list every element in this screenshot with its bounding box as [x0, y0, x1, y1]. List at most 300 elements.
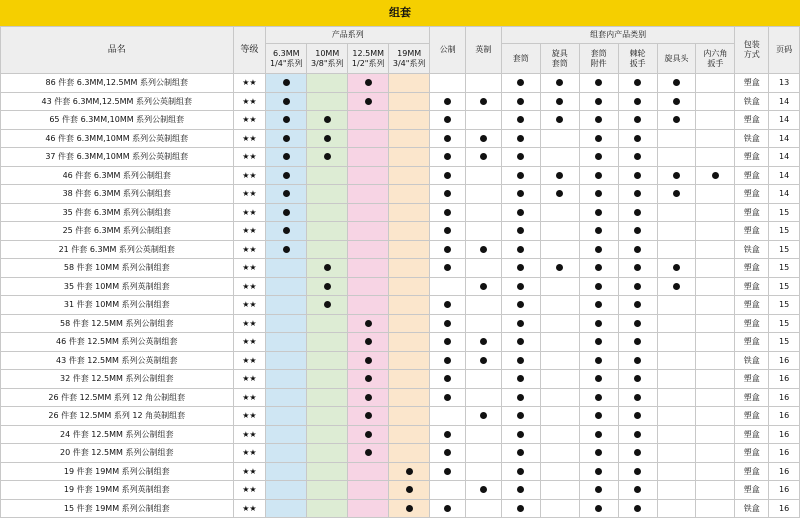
grade-stars: ★★ [233, 111, 266, 130]
category-dot [673, 98, 680, 105]
col-category-5-line2: 扳手 [707, 58, 724, 68]
grade-stars: ★★ [233, 277, 266, 296]
category-cell [501, 74, 540, 93]
category-cell [657, 240, 696, 259]
series-cell [348, 444, 389, 463]
category-dot [673, 172, 680, 179]
category-dot [517, 209, 524, 216]
category-cell [696, 333, 735, 352]
series-cell [307, 499, 348, 518]
category-dot [517, 338, 524, 345]
grade-stars: ★★ [233, 259, 266, 278]
category-cell [501, 333, 540, 352]
packaging-cell: 铁盒 [735, 499, 769, 518]
metric-cell [430, 240, 466, 259]
series-cell [307, 351, 348, 370]
series-cell [389, 74, 430, 93]
series-dot [365, 394, 372, 401]
category-cell [540, 92, 579, 111]
category-cell [618, 166, 657, 185]
category-cell [501, 92, 540, 111]
series-cell [307, 481, 348, 500]
series-cell [266, 203, 307, 222]
metric-dot [444, 98, 451, 105]
table-row [1, 240, 800, 259]
imperial-cell [466, 277, 502, 296]
col-category-3-line1: 棘轮 [629, 48, 646, 58]
product-name: 35 件套 6.3MM 系列公制组套 [1, 203, 234, 222]
series-cell [348, 277, 389, 296]
category-cell [579, 259, 618, 278]
table-row [1, 388, 800, 407]
category-cell [657, 388, 696, 407]
page-number: 16 [769, 444, 800, 463]
grade-stars: ★★ [233, 499, 266, 518]
table-row [1, 425, 800, 444]
category-dot [517, 431, 524, 438]
category-dot [595, 135, 602, 142]
series-cell [307, 74, 348, 93]
category-cell [618, 296, 657, 315]
metric-dot [444, 153, 451, 160]
page-number: 14 [769, 92, 800, 111]
col-metric: 公制 [430, 27, 466, 74]
page-number: 16 [769, 425, 800, 444]
category-dot [634, 301, 641, 308]
category-cell [540, 203, 579, 222]
col-series-3-line2: 3/4"系列 [392, 58, 426, 68]
category-dot [595, 375, 602, 382]
category-dot [634, 375, 641, 382]
category-dot [634, 320, 641, 327]
category-cell [540, 388, 579, 407]
grade-stars: ★★ [233, 481, 266, 500]
category-cell [501, 296, 540, 315]
imperial-cell [466, 296, 502, 315]
imperial-cell [466, 222, 502, 241]
category-cell [618, 111, 657, 130]
category-dot [595, 264, 602, 271]
category-dot [556, 172, 563, 179]
category-cell [657, 185, 696, 204]
table-body [1, 74, 800, 518]
category-dot [634, 227, 641, 234]
product-name: 58 件套 10MM 系列公制组套 [1, 259, 234, 278]
page-number: 15 [769, 240, 800, 259]
category-cell [501, 111, 540, 130]
grade-stars: ★★ [233, 314, 266, 333]
series-cell [389, 277, 430, 296]
metric-dot [444, 394, 451, 401]
category-cell [657, 277, 696, 296]
category-cell [657, 314, 696, 333]
table-row [1, 444, 800, 463]
category-cell [540, 222, 579, 241]
imperial-cell [466, 425, 502, 444]
packaging-cell: 塑盒 [735, 148, 769, 167]
series-cell [307, 370, 348, 389]
packaging-cell: 塑盒 [735, 296, 769, 315]
category-dot [673, 264, 680, 271]
col-category-2-line2: 附件 [590, 58, 607, 68]
series-cell [389, 259, 430, 278]
category-cell [579, 203, 618, 222]
col-series-3 [389, 44, 430, 74]
category-dot [517, 375, 524, 382]
series-cell [348, 388, 389, 407]
category-cell [501, 240, 540, 259]
series-dot [324, 301, 331, 308]
series-cell [307, 203, 348, 222]
category-cell [540, 462, 579, 481]
imperial-cell [466, 203, 502, 222]
series-cell [348, 462, 389, 481]
imperial-dot [480, 246, 487, 253]
imperial-cell [466, 148, 502, 167]
table-row [1, 296, 800, 315]
series-cell [307, 166, 348, 185]
col-category-3 [618, 44, 657, 74]
metric-dot [444, 264, 451, 271]
category-cell [501, 314, 540, 333]
series-cell [348, 351, 389, 370]
series-dot [365, 449, 372, 456]
series-cell [266, 333, 307, 352]
product-table [0, 26, 800, 518]
metric-cell [430, 277, 466, 296]
page-number: 15 [769, 277, 800, 296]
series-dot [365, 412, 372, 419]
packaging-cell: 塑盒 [735, 388, 769, 407]
series-cell [389, 111, 430, 130]
category-dot [517, 98, 524, 105]
page-number: 15 [769, 314, 800, 333]
series-cell [307, 407, 348, 426]
series-cell [348, 481, 389, 500]
col-series-2 [348, 44, 389, 74]
series-cell [266, 351, 307, 370]
category-dot [595, 190, 602, 197]
category-cell [540, 333, 579, 352]
category-cell [657, 333, 696, 352]
grade-stars: ★★ [233, 333, 266, 352]
category-cell [579, 351, 618, 370]
series-dot [365, 320, 372, 327]
series-cell [307, 333, 348, 352]
category-cell [696, 92, 735, 111]
series-dot [406, 468, 413, 475]
category-cell [579, 92, 618, 111]
category-cell [696, 203, 735, 222]
category-dot [595, 209, 602, 216]
product-name: 26 件套 12.5MM 系列 12 角公制组套 [1, 388, 234, 407]
metric-dot [444, 246, 451, 253]
grade-stars: ★★ [233, 240, 266, 259]
category-cell [657, 222, 696, 241]
series-cell [307, 185, 348, 204]
series-cell [266, 74, 307, 93]
series-cell [348, 148, 389, 167]
category-cell [618, 203, 657, 222]
category-dot [634, 431, 641, 438]
series-cell [389, 462, 430, 481]
category-cell [579, 499, 618, 518]
page-number: 16 [769, 351, 800, 370]
category-dot [595, 338, 602, 345]
imperial-cell [466, 240, 502, 259]
category-dot [517, 320, 524, 327]
imperial-cell [466, 481, 502, 500]
metric-dot [444, 135, 451, 142]
category-dot [634, 79, 641, 86]
category-cell [618, 148, 657, 167]
category-cell [618, 388, 657, 407]
col-category-0 [501, 44, 540, 74]
category-dot [634, 116, 641, 123]
category-cell [540, 277, 579, 296]
series-cell [389, 351, 430, 370]
metric-cell [430, 259, 466, 278]
table-row [1, 166, 800, 185]
series-dot [365, 375, 372, 382]
table-row [1, 351, 800, 370]
product-name: 20 件套 12.5MM 系列公制组套 [1, 444, 234, 463]
series-dot [324, 153, 331, 160]
imperial-cell [466, 314, 502, 333]
imperial-cell [466, 111, 502, 130]
category-dot [634, 412, 641, 419]
category-dot [595, 172, 602, 179]
imperial-cell [466, 499, 502, 518]
product-name: 15 件套 19MM 系列公制组套 [1, 499, 234, 518]
metric-dot [444, 301, 451, 308]
series-dot [283, 98, 290, 105]
category-cell [696, 407, 735, 426]
category-dot [595, 79, 602, 86]
col-series-0-line1: 6.3MM [273, 48, 300, 58]
table-row [1, 499, 800, 518]
category-dot [517, 264, 524, 271]
category-dot [634, 98, 641, 105]
grade-stars: ★★ [233, 370, 266, 389]
product-name: 65 件套 6.3MM,10MM 系列公制组套 [1, 111, 234, 130]
category-cell [696, 481, 735, 500]
category-cell [696, 444, 735, 463]
packaging-cell: 铁盒 [735, 351, 769, 370]
category-cell [618, 351, 657, 370]
category-dot [517, 135, 524, 142]
series-cell [348, 370, 389, 389]
category-cell [579, 370, 618, 389]
category-cell [540, 481, 579, 500]
table-row [1, 314, 800, 333]
category-cell [501, 444, 540, 463]
page-number: 15 [769, 203, 800, 222]
category-dot [595, 412, 602, 419]
col-page: 页码 [769, 27, 800, 74]
product-name: 19 件套 19MM 系列公制组套 [1, 462, 234, 481]
category-cell [579, 314, 618, 333]
imperial-cell [466, 259, 502, 278]
series-cell [389, 314, 430, 333]
table-row [1, 407, 800, 426]
category-cell [579, 444, 618, 463]
category-dot [556, 116, 563, 123]
category-cell [657, 111, 696, 130]
category-dot [673, 116, 680, 123]
category-dot [595, 283, 602, 290]
category-dot [634, 264, 641, 271]
series-cell [389, 425, 430, 444]
category-dot [517, 394, 524, 401]
category-dot [634, 338, 641, 345]
category-cell [618, 74, 657, 93]
category-cell [696, 296, 735, 315]
table-row [1, 370, 800, 389]
category-dot [634, 135, 641, 142]
metric-dot [444, 468, 451, 475]
metric-cell [430, 203, 466, 222]
col-category-1-line1: 旋具 [551, 48, 568, 58]
category-dot [634, 190, 641, 197]
category-cell [696, 499, 735, 518]
category-cell [618, 499, 657, 518]
metric-dot [444, 320, 451, 327]
category-cell [579, 407, 618, 426]
category-cell [540, 129, 579, 148]
category-dot [595, 153, 602, 160]
category-dot [673, 79, 680, 86]
category-dot [517, 79, 524, 86]
category-cell [540, 370, 579, 389]
series-cell [266, 92, 307, 111]
grade-stars: ★★ [233, 296, 266, 315]
series-cell [307, 259, 348, 278]
series-cell [348, 166, 389, 185]
page-number: 15 [769, 333, 800, 352]
category-cell [579, 333, 618, 352]
category-cell [618, 129, 657, 148]
category-dot [634, 246, 641, 253]
series-cell [266, 111, 307, 130]
metric-cell [430, 388, 466, 407]
metric-cell [430, 333, 466, 352]
series-dot [365, 338, 372, 345]
category-cell [657, 481, 696, 500]
series-cell [266, 425, 307, 444]
series-cell [266, 166, 307, 185]
page-number: 15 [769, 222, 800, 241]
series-dot [406, 505, 413, 512]
series-cell [389, 148, 430, 167]
category-dot [595, 246, 602, 253]
series-cell [307, 296, 348, 315]
series-cell [348, 222, 389, 241]
packaging-cell: 塑盒 [735, 185, 769, 204]
product-name: 26 件套 12.5MM 系列 12 角英制组套 [1, 407, 234, 426]
metric-cell [430, 314, 466, 333]
series-cell [389, 333, 430, 352]
category-cell [579, 185, 618, 204]
category-cell [501, 425, 540, 444]
category-dot [634, 449, 641, 456]
series-cell [389, 407, 430, 426]
category-cell [618, 240, 657, 259]
col-series-1-line2: 3/8"系列 [310, 58, 344, 68]
packaging-cell: 塑盒 [735, 462, 769, 481]
col-category-4 [657, 44, 696, 74]
category-cell [696, 185, 735, 204]
col-category-4-line1: 旋具头 [664, 53, 689, 63]
category-cell [540, 148, 579, 167]
series-cell [266, 222, 307, 241]
metric-cell [430, 92, 466, 111]
series-cell [266, 148, 307, 167]
page-number: 14 [769, 166, 800, 185]
product-name: 46 件套 12.5MM 系列公英制组套 [1, 333, 234, 352]
table-header [1, 27, 800, 74]
packaging-cell: 塑盒 [735, 166, 769, 185]
col-series-2-line2: 1/2"系列 [351, 58, 385, 68]
imperial-cell [466, 166, 502, 185]
page-number: 14 [769, 129, 800, 148]
grade-stars: ★★ [233, 222, 266, 241]
category-dot [595, 449, 602, 456]
grade-stars: ★★ [233, 388, 266, 407]
imperial-dot [480, 98, 487, 105]
category-cell [540, 425, 579, 444]
category-cell [657, 74, 696, 93]
category-cell [696, 277, 735, 296]
table-row [1, 185, 800, 204]
page-number: 15 [769, 296, 800, 315]
col-series-0-line2: 1/4"系列 [269, 58, 303, 68]
imperial-cell [466, 462, 502, 481]
metric-cell [430, 370, 466, 389]
metric-dot [444, 227, 451, 234]
series-cell [266, 444, 307, 463]
series-cell [307, 462, 348, 481]
category-dot [517, 153, 524, 160]
series-cell [348, 314, 389, 333]
series-cell [348, 296, 389, 315]
series-cell [307, 277, 348, 296]
category-dot [517, 412, 524, 419]
series-cell [266, 407, 307, 426]
packaging-cell: 塑盒 [735, 277, 769, 296]
col-category-5-line1: 内六角 [703, 48, 728, 58]
metric-cell [430, 407, 466, 426]
category-dot [634, 505, 641, 512]
metric-dot [444, 431, 451, 438]
packaging-cell: 塑盒 [735, 203, 769, 222]
category-dot [634, 468, 641, 475]
category-cell [579, 74, 618, 93]
category-dot [673, 190, 680, 197]
category-dot [634, 153, 641, 160]
metric-cell [430, 425, 466, 444]
category-cell [540, 351, 579, 370]
category-dot [517, 246, 524, 253]
product-name: 19 件套 19MM 系列英制组套 [1, 481, 234, 500]
category-cell [696, 166, 735, 185]
series-cell [307, 148, 348, 167]
series-cell [266, 481, 307, 500]
series-cell [389, 166, 430, 185]
category-cell [618, 333, 657, 352]
category-cell [657, 351, 696, 370]
category-cell [618, 92, 657, 111]
